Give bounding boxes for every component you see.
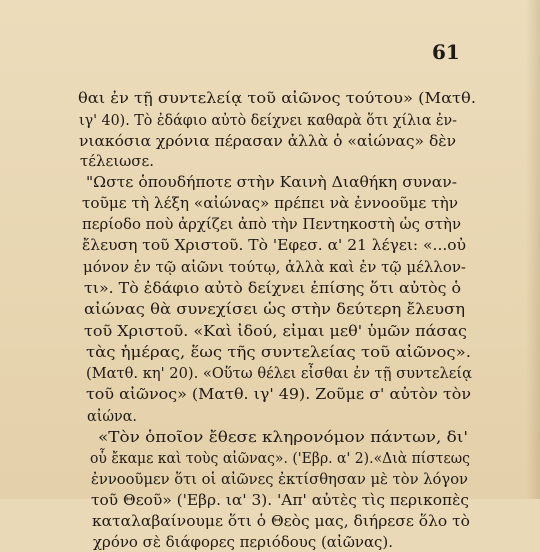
text-line — [0, 131, 540, 151]
text-line — [0, 490, 540, 510]
text-line — [0, 427, 540, 447]
text-line — [0, 278, 540, 298]
text-line-content: τοῦ αἰῶνος» (Ματθ. ιγ' 49). Ζοῦμε σ' αὐτὸν τὸν — [86, 385, 471, 403]
text-line — [0, 110, 540, 130]
text-line-content: μόνον ἐν τῷ αἰῶνι τούτῳ, ἀλλὰ καὶ ἐν τῷ μέλλον- — [83, 258, 466, 276]
text-line-content: νιακόσια χρόνια πέρασαν ἀλλὰ ὁ «αἰώνας» δὲν — [79, 132, 456, 150]
text-line — [0, 88, 540, 108]
text-line-content: "Ωστε ὁπουδήποτε στὴν Καινὴ Διαθήκη συναν- — [86, 173, 457, 191]
page-number: 61 — [432, 40, 460, 64]
text-line — [0, 172, 540, 192]
text-line — [0, 342, 540, 362]
text-line — [0, 321, 540, 341]
text-line-content: ἐννοοῦμεν ὅτι οἱ αἰῶνες ἐκτίσθησαν μὲ τὸν λόγον — [91, 470, 468, 488]
text-line — [0, 532, 540, 552]
text-line-content: αἰώνας θὰ συνεχίσει ὡς στὴν δεύτερη ἔλευση — [84, 300, 465, 318]
text-line-content: τοῦ Θεοῦ» ('Εβρ. ια' 3). 'Απ' αὐτὲς τὶς περικοπὲς — [91, 491, 469, 509]
text-line — [0, 448, 540, 468]
text-line — [0, 299, 540, 319]
text-line-content: τι». Τὸ ἐδάφιο αὐτὸ δείχνει ἐπίσης ὅτι αὐτὸς ὁ — [84, 279, 461, 297]
text-line — [0, 469, 540, 489]
text-line-content: τὰς ἡμέρας, ἕως τῆς συντελείας τοῦ αἰῶνος». — [86, 343, 471, 361]
text-line — [0, 193, 540, 213]
text-line-content: καταλαβαίνουμε ὅτι ὁ Θεὸς μας, διήρεσε ὅλο τὸ — [92, 512, 470, 530]
text-line-content: ιγ' 40). Τὸ ἐδάφιο αὐτὸ δείχνει καθαρὰ ὅτι χίλια ἐν- — [79, 111, 457, 129]
text-line — [0, 363, 540, 383]
text-line-content: χρόνο σὲ διάφορες περιόδους (αἰῶνας). — [93, 533, 393, 551]
text-line-content: «Τὸν ὁποῖον ἔθεσε κληρονόμον πάντων, δι' — [98, 428, 468, 446]
text-line-content: οὗ ἔκαμε καὶ τοὺς αἰῶνας». ('Εβρ. α' 2).«Διὰ πίστεως — [90, 449, 470, 467]
text-line-content: (Ματθ. κη' 20). «Οὕτω θέλει εἶσθαι ἐν τῇ συντελείᾳ — [86, 364, 472, 382]
text-line-content: τοῦμε τὴ λέξη «αἰώνας» πρέπει νὰ ἐννοοῦμε τὴν — [82, 194, 458, 212]
text-line-content: περίοδο ποὺ ἀρχίζει ἀπὸ τὴν Πεντηκοστὴ ὡς στὴν — [82, 215, 461, 233]
text-line — [0, 511, 540, 531]
text-line-content: θαι ἐν τῇ συντελείᾳ τοῦ αἰῶνος τούτου» (Ματθ. — [78, 89, 476, 107]
text-line-content: ἔλευση τοῦ Χριστοῦ. Τὸ 'Εφεσ. α' 21 λέγει: «...οὐ — [82, 236, 466, 254]
text-line — [0, 257, 540, 277]
text-line — [0, 406, 540, 426]
text-line — [0, 214, 540, 234]
text-line — [0, 384, 540, 404]
text-line — [0, 151, 540, 171]
text-line — [0, 235, 540, 255]
text-line-content: τέλειωσε. — [80, 152, 154, 170]
text-line-content: αἰώνα. — [87, 407, 137, 425]
text-line-content: τοῦ Χριστοῦ. «Καὶ ἰδού, εἰμαι μεθ' ὑμῶν πάσας — [84, 322, 467, 340]
